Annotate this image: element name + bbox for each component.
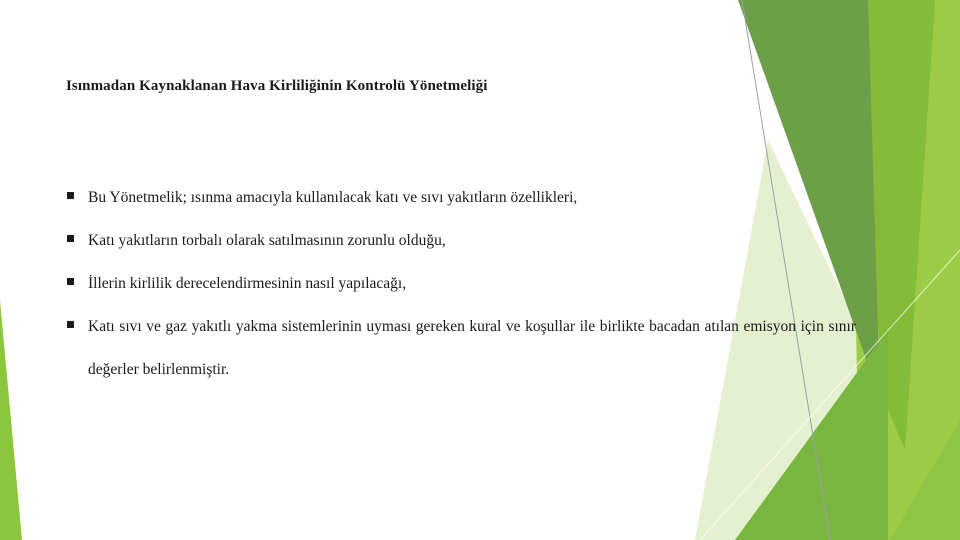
bullet-text: Katı sıvı ve gaz yakıtlı yakma sistemlerinin uyması gereken kural ve koşullar ile birlikte bacadan atılan emisyon için sınır değerler belirlenmiştir. [88,318,856,378]
list-item [66,176,856,219]
square-bullet-icon [67,278,74,285]
square-bullet-icon [67,192,74,199]
square-bullet-icon [67,321,74,328]
left-green-triangle [0,300,22,540]
bullet-text: Bu Yönetmelik; ısınma amacıyla kullanılacak katı ve sıvı yakıtların özellikleri, [88,189,578,206]
bullet-text: Katı yakıtların torbalı olarak satılmasının zorunlu olduğu, [88,232,446,249]
square-bullet-icon [67,235,74,242]
slide-title: Isınmadan Kaynaklanan Hava Kirliliğinin Kontrolü Yönetmeliği [66,78,488,94]
list-item [66,219,856,262]
list-item [66,262,856,305]
bullet-list [66,176,856,391]
bullet-text: İllerin kirlilik derecelendirmesinin nasıl yapılacağı, [88,275,407,292]
list-item [66,305,856,391]
